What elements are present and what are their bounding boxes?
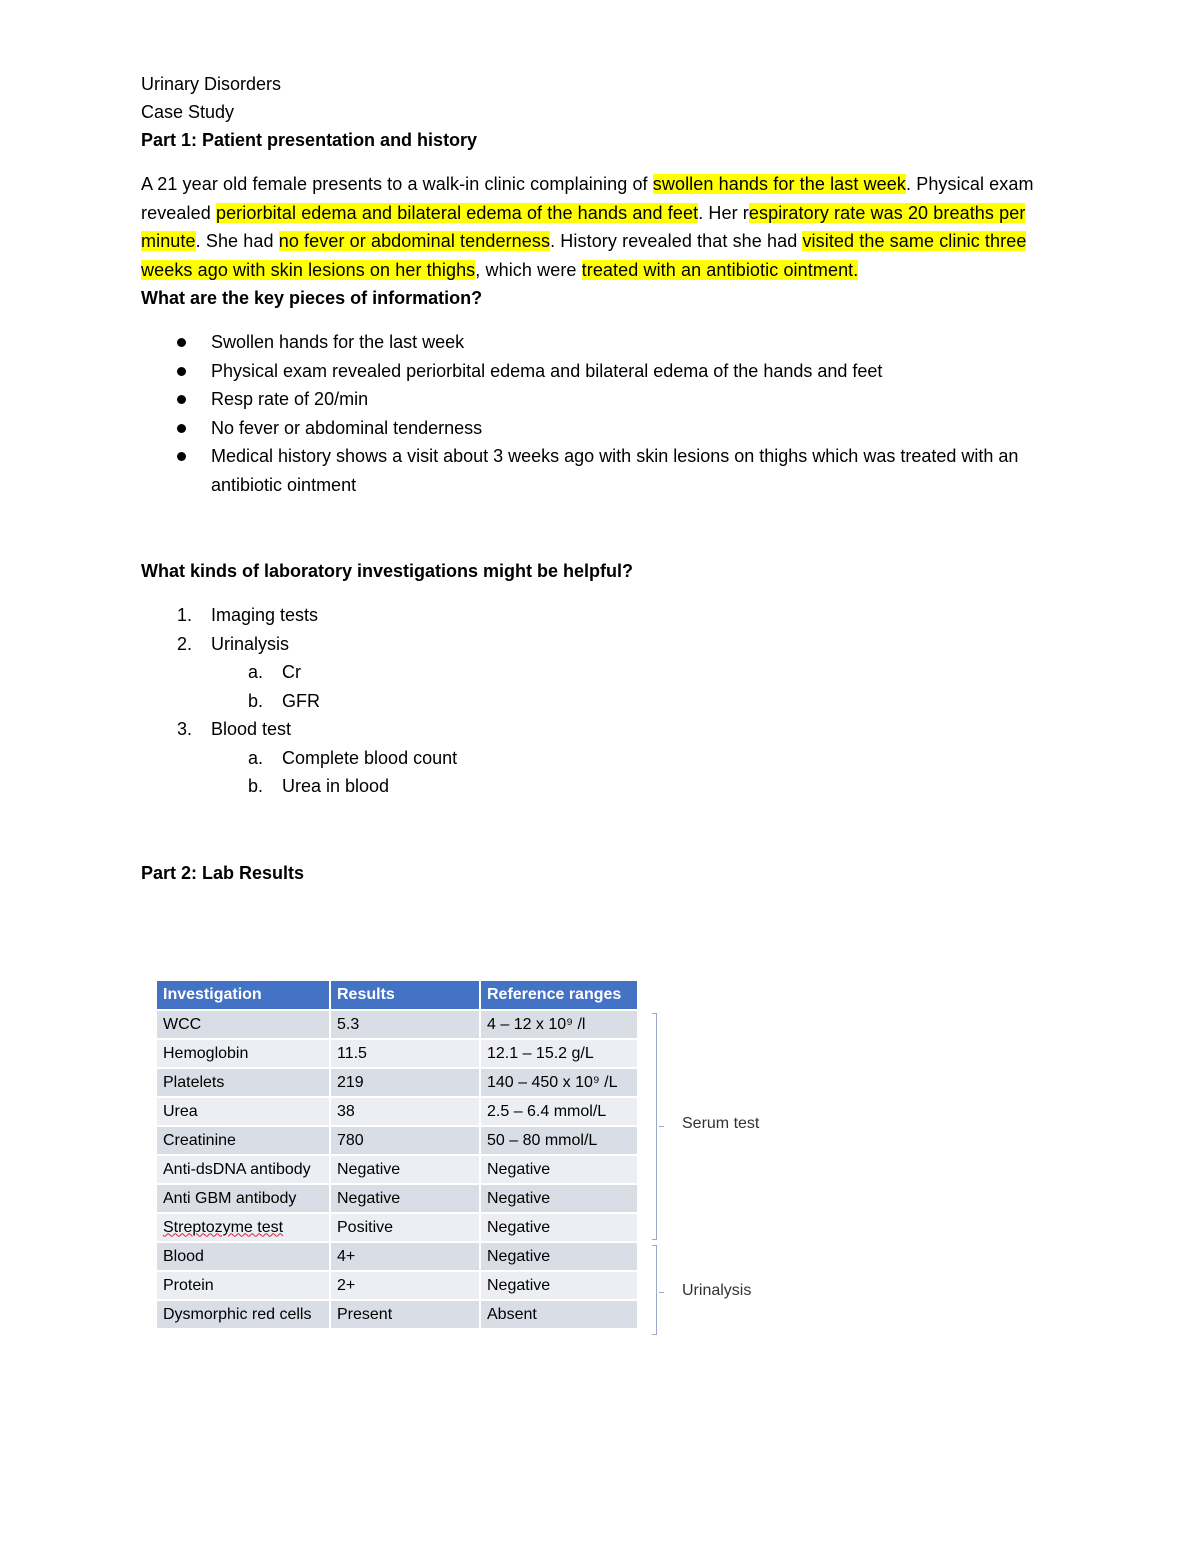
- highlighted-text: espiratory rate was 20 breaths per minute: [141, 202, 1026, 251]
- sub-list-item: [141, 687, 1061, 716]
- list-number: 3.: [177, 719, 193, 739]
- paragraph-text: . She had: [195, 231, 279, 251]
- cell-reference-range-text: Negative: [487, 1247, 551, 1265]
- list-item-text: Resp rate of 20/min: [211, 389, 369, 409]
- cell-result-text: 219: [337, 1073, 364, 1091]
- case-paragraph: [141, 170, 1061, 284]
- cell-investigation-text: Streptozyme test: [163, 1218, 284, 1236]
- table-row: [157, 1184, 638, 1213]
- cell-reference-range: [480, 1126, 638, 1155]
- cell-result: [330, 1213, 480, 1242]
- highlighted-text: treated with an antibiotic ointment.: [581, 259, 859, 280]
- bullet-icon: [177, 452, 186, 461]
- list-item: [141, 601, 1061, 630]
- cell-reference-range-text: Negative: [487, 1218, 551, 1236]
- list-item-text: GFR: [282, 690, 320, 711]
- cell-result-text: 38: [337, 1102, 355, 1120]
- cell-reference-range: [480, 1184, 638, 1213]
- bullet-icon: [177, 424, 186, 433]
- highlighted-text: no fever or abdominal tenderness: [278, 231, 551, 251]
- cell-reference-range-text: 4 – 12 x 10⁹ /l: [487, 1015, 586, 1033]
- cell-investigation-text: Blood: [163, 1247, 204, 1265]
- cell-result: [330, 1126, 480, 1155]
- list-item-text: Urinalysis: [211, 633, 290, 654]
- cell-result-text: 11.5: [337, 1044, 367, 1062]
- highlighted-text: swollen hands for the last week: [652, 174, 907, 194]
- paragraph-text: , which were: [475, 259, 582, 280]
- cell-investigation: [157, 1213, 330, 1242]
- cell-reference-range-text: 2.5 – 6.4 mmol/L: [487, 1102, 607, 1120]
- header-reference-ranges: Reference ranges: [480, 981, 638, 1010]
- serum-test-bracket: [652, 1013, 657, 1240]
- cell-result: [330, 1271, 480, 1300]
- cell-result-text: 780: [337, 1131, 364, 1149]
- part1-heading: Part 1: Patient presentation and history: [141, 130, 478, 150]
- list-number: b.: [248, 690, 264, 711]
- cell-result: [330, 1010, 480, 1039]
- cell-result: [330, 1155, 480, 1184]
- cell-result: [330, 1039, 480, 1068]
- cell-investigation: [157, 1242, 330, 1271]
- cell-investigation-text: Anti GBM antibody: [163, 1189, 297, 1207]
- list-item-text: No fever or abdominal tenderness: [211, 417, 483, 438]
- key-info-question: What are the key pieces of information?: [141, 288, 483, 308]
- highlighted-text: periorbital edema and bilateral edema of the hands and feet: [215, 202, 699, 223]
- cell-result: [330, 1097, 480, 1126]
- bullet-icon: [177, 395, 186, 404]
- list-item-text: Swollen hands for the last week: [211, 332, 465, 352]
- cell-investigation-text: WCC: [163, 1015, 202, 1033]
- cell-reference-range: [480, 1039, 638, 1068]
- cell-investigation-text: Anti-dsDNA antibody: [163, 1160, 311, 1178]
- cell-reference-range-text: Absent: [487, 1305, 537, 1323]
- urinalysis-label: Urinalysis: [682, 1282, 752, 1299]
- cell-reference-range-text: Negative: [487, 1276, 551, 1294]
- table-row: [157, 1068, 638, 1097]
- cell-investigation-text: Platelets: [163, 1073, 225, 1091]
- cell-investigation: [157, 1271, 330, 1300]
- urinalysis-tick: [659, 1292, 664, 1293]
- sub-list-item: [141, 744, 1061, 773]
- list-number: a.: [248, 747, 264, 768]
- list-number: 2.: [177, 633, 193, 654]
- list-number: b.: [248, 776, 264, 796]
- bullet-icon: [177, 367, 186, 376]
- cell-investigation: [157, 1126, 330, 1155]
- cell-result: [330, 1300, 480, 1329]
- list-item-text: Physical exam revealed periorbital edema and bilateral edema of the hands and feet: [211, 360, 883, 381]
- paragraph-text: . Physical exam revealed: [141, 174, 1034, 223]
- list-item: [141, 385, 1061, 414]
- lab-results-table: [157, 981, 639, 1330]
- table-row: [157, 1213, 638, 1242]
- list-item-text: Cr: [282, 662, 301, 682]
- cell-result: [330, 1184, 480, 1213]
- serum-test-tick: [659, 1126, 664, 1127]
- document-page: [141, 70, 1061, 887]
- cell-investigation: [157, 1155, 330, 1184]
- list-item-text: Blood test: [211, 719, 292, 739]
- cell-result-text: 5.3: [337, 1015, 360, 1033]
- table-row: [157, 1155, 638, 1184]
- serum-test-label: Serum test: [682, 1115, 760, 1132]
- cell-reference-range-text: 140 – 450 x 10⁹ /L: [487, 1073, 618, 1091]
- list-number: a.: [248, 662, 264, 682]
- paragraph-text: A 21 year old female presents to a walk-in clinic complaining of: [141, 174, 653, 194]
- cell-result-text: Present: [337, 1305, 393, 1323]
- cell-reference-range: [480, 1155, 638, 1184]
- bullet-icon: [177, 338, 186, 347]
- cell-result-text: Positive: [337, 1218, 394, 1236]
- table-row: [157, 1300, 638, 1329]
- cell-result: [330, 1068, 480, 1097]
- cell-reference-range: [480, 1242, 638, 1271]
- cell-investigation-text: Urea: [163, 1102, 198, 1120]
- investigations-list: [141, 601, 1061, 801]
- cell-investigation-text: Hemoglobin: [163, 1044, 249, 1062]
- table-row: [157, 1097, 638, 1126]
- list-item-text: Urea in blood: [282, 776, 390, 796]
- cell-reference-range: [480, 1068, 638, 1097]
- list-item: [141, 715, 1061, 744]
- table-header-row: [157, 981, 638, 1010]
- paragraph-text: . Her r: [698, 202, 749, 223]
- cell-result-text: Negative: [337, 1189, 401, 1207]
- list-item-text: Imaging tests: [211, 605, 319, 625]
- key-points-list: [141, 328, 1061, 499]
- list-item: [141, 357, 1061, 386]
- table-row: [157, 1039, 638, 1068]
- sub-list-item: [141, 772, 1061, 801]
- cell-reference-range-text: 12.1 – 15.2 g/L: [487, 1044, 594, 1062]
- cell-investigation-text: Protein: [163, 1276, 214, 1294]
- lab-question: What kinds of laboratory investigations might be helpful?: [141, 561, 634, 581]
- table-row: [157, 1126, 638, 1155]
- table-row: [157, 1242, 638, 1271]
- cell-reference-range: [480, 1010, 638, 1039]
- urinalysis-bracket: [652, 1245, 657, 1335]
- cell-reference-range-text: 50 – 80 mmol/L: [487, 1131, 598, 1149]
- table-row: [157, 1271, 638, 1300]
- cell-investigation-text: Dysmorphic red cells: [163, 1305, 312, 1323]
- list-item: [141, 630, 1061, 659]
- list-number: 1.: [177, 605, 193, 625]
- table-row: [157, 1010, 638, 1039]
- cell-investigation: [157, 1097, 330, 1126]
- part2-heading: Part 2: Lab Results: [141, 862, 305, 883]
- cell-reference-range: [480, 1097, 638, 1126]
- list-item: [141, 328, 1061, 357]
- document-subtitle: Case Study: [141, 102, 235, 122]
- cell-result-text: 4+: [337, 1247, 356, 1265]
- list-item-text: Medical history shows a visit about 3 weeks ago with skin lesions on thighs which was treated with an antibiotic ointment: [211, 446, 1019, 495]
- cell-result: [330, 1242, 480, 1271]
- cell-investigation: [157, 1010, 330, 1039]
- list-item: [141, 414, 1061, 443]
- cell-investigation-text: Creatinine: [163, 1131, 236, 1149]
- header-results: Results: [330, 981, 480, 1010]
- cell-investigation: [157, 1300, 330, 1329]
- list-item-text: Complete blood count: [282, 747, 458, 768]
- paragraph-text: . History revealed that she had: [550, 231, 803, 251]
- cell-reference-range: [480, 1300, 638, 1329]
- cell-result-text: Negative: [337, 1160, 401, 1178]
- cell-reference-range-text: Negative: [487, 1189, 551, 1207]
- list-item: [141, 442, 1061, 499]
- cell-reference-range: [480, 1213, 638, 1242]
- highlighted-text: visited the same clinic three weeks ago with skin lesions on her thighs: [141, 231, 1027, 280]
- cell-investigation: [157, 1039, 330, 1068]
- cell-result-text: 2+: [337, 1276, 356, 1294]
- cell-reference-range-text: Negative: [487, 1160, 551, 1178]
- cell-investigation: [157, 1184, 330, 1213]
- sub-list-item: [141, 658, 1061, 687]
- cell-reference-range: [480, 1271, 638, 1300]
- header-investigation: Investigation: [157, 981, 330, 1010]
- cell-investigation: [157, 1068, 330, 1097]
- document-title: Urinary Disorders: [141, 74, 282, 94]
